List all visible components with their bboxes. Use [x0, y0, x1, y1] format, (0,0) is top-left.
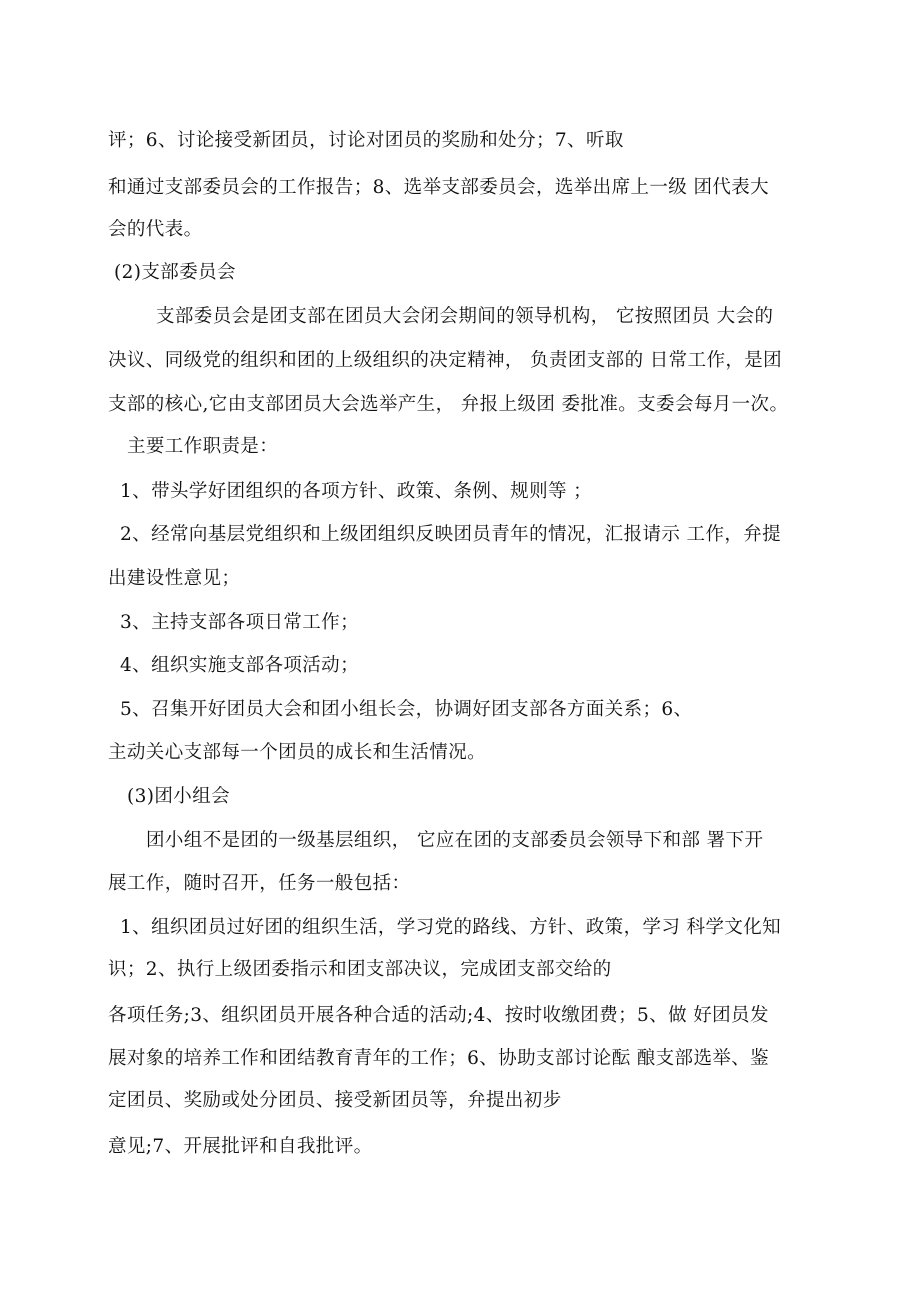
text-line-17: 团小组不是团的一级基层组织， 它应在团的支部委员会领导下和部 署下开	[146, 830, 764, 851]
text-line-1: 评；6、讨论接受新团员，讨论对团员的奖励和处分；7、听取	[108, 130, 624, 151]
section-heading-3: (3)团小组会	[127, 786, 231, 807]
list-item-5: 5、召集开好团员大会和团小组长会，协调好团支部各方面关系；6、	[120, 699, 693, 720]
list-item-2: 2、经常向基层党组织和上级团组织反映团员青年的情况，汇报请示 工作，弁提	[120, 524, 782, 545]
text-line-18: 展工作，随时召开，任务一般包括：	[108, 873, 411, 894]
list-item-1: 1、带头学好团组织的各项方针、政策、条例、规则等 ；	[120, 481, 593, 502]
text-line-6: 决议、同级党的组织和团的上级组织的决定精神， 负责团支部的 日常工作，是团	[108, 350, 783, 371]
text-line-15: 主动关心支部每一个团员的成长和生活情况。	[108, 742, 487, 763]
list-item-6: 1、组织团员过好团的组织生活，学习党的路线、方针、政策，学习 科学文化知	[120, 917, 782, 938]
text-line-21: 各项任务;3、组织团员开展各种合适的活动;4、按时收缴团费；5、做 好团员发	[108, 1005, 769, 1026]
section-heading-2: (2)支部委员会	[114, 262, 236, 283]
text-line-20: 识；2、执行上级团委指示和团支部决议，完成团支部交给的	[108, 959, 612, 980]
text-line-22: 展对象的培养工作和团结教育青年的工作；6、协助支部讨论酝 酿支部选举、鉴	[108, 1048, 770, 1069]
text-line-5: 支部委员会是团支部在团员大会闭会期间的领导机构， 它按照团员 大会的	[156, 306, 774, 327]
text-line-7: 支部的核心,它由支部团员大会选举产生， 弁报上级团 委批准。支委会每月一次。	[108, 394, 789, 415]
text-line-24: 意见;7、开展批评和自我批评。	[108, 1136, 373, 1157]
text-line-8: 主要工作职责是：	[127, 436, 279, 457]
list-item-3: 3、主持支部各项日常工作；	[120, 612, 359, 633]
text-line-3: 会的代表。	[108, 219, 203, 240]
text-line-23: 定团员、奖励或处分团员、接受新团员等，弁提出初步	[108, 1090, 562, 1111]
text-line-11: 出建设性意见；	[108, 568, 241, 589]
text-line-2: 和通过支部委员会的工作报告；8、选举支部委员会，选举出席上一级 团代表大	[108, 177, 770, 198]
list-item-4: 4、组织实施支部各项活动；	[120, 655, 359, 676]
